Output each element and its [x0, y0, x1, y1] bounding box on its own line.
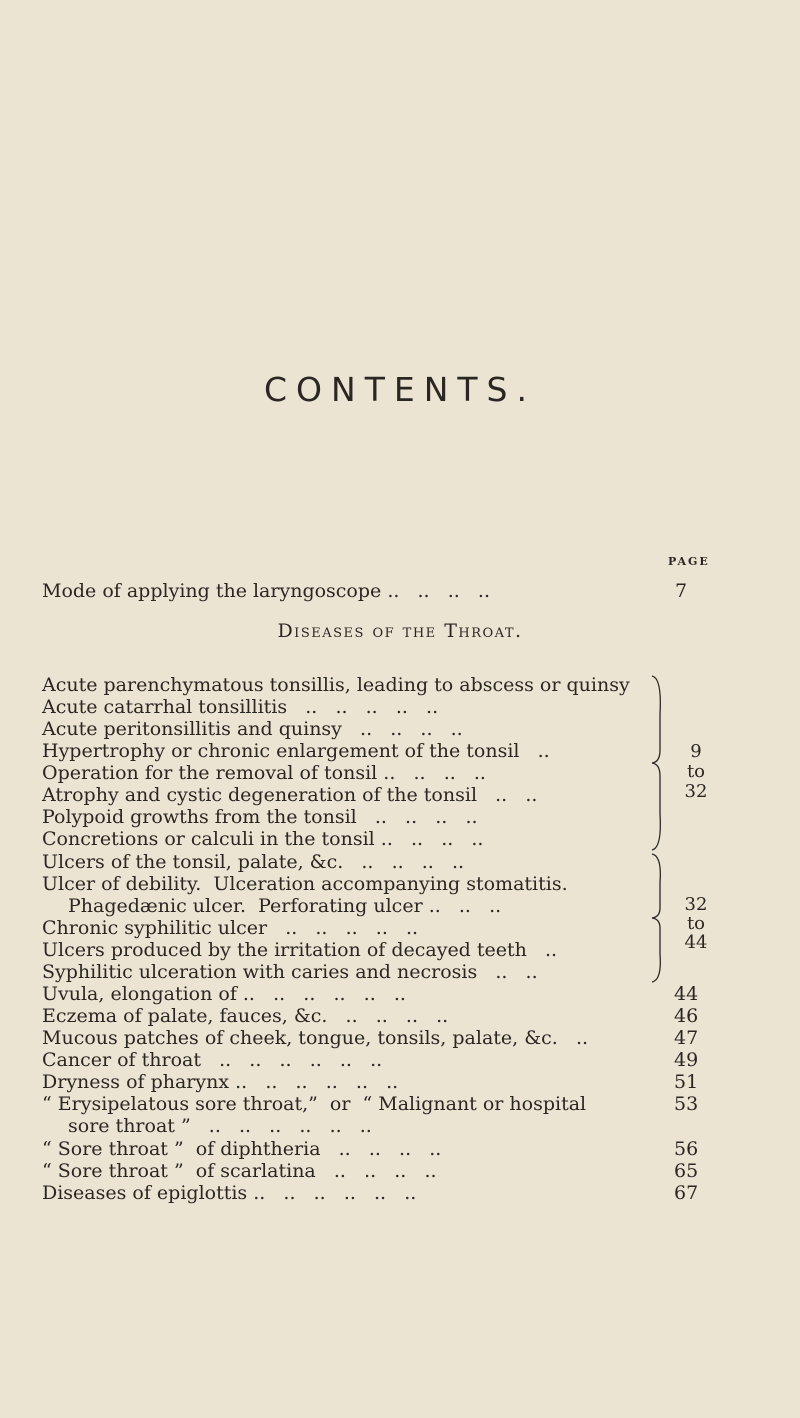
- list-item: Concretions or calculi in the tonsil .. .. .. ..: [42, 828, 484, 850]
- list-item: “ Erysipelatous sore throat,” or “ Malignant or hospital: [42, 1093, 587, 1115]
- entry-page: 51: [674, 1071, 699, 1093]
- list-item: Acute catarrhal tonsillitis .. .. .. .. ..: [42, 696, 439, 718]
- list-item: “ Sore throat ” of scarlatina .. .. .. ..: [42, 1160, 437, 1182]
- list-item: Hypertrophy or chronic enlargement of the tonsil ..: [42, 740, 550, 762]
- list-item: Acute peritonsillitis and quinsy .. .. .. ..: [42, 718, 463, 740]
- entry-page: 44: [674, 983, 699, 1005]
- list-item: Polypoid growths from the tonsil .. .. .. ..: [42, 806, 478, 828]
- group2-range-start: 32: [684, 894, 708, 915]
- list-item: Phagedænic ulcer. Perforating ulcer .. .. ..: [68, 895, 502, 917]
- list-item: Operation for the removal of tonsil .. .. .. ..: [42, 762, 486, 784]
- entry-page: 56: [674, 1138, 699, 1160]
- intro-page: 7: [675, 580, 688, 602]
- group2-range-end: 44: [684, 932, 708, 953]
- group2-range-to: to: [686, 913, 706, 934]
- list-item: Atrophy and cystic degeneration of the tonsil .. ..: [42, 784, 538, 806]
- list-item: Dryness of pharynx .. .. .. .. .. ..: [42, 1071, 399, 1093]
- section-heading: Diseases of the Throat.: [277, 620, 523, 642]
- entry-page: 53: [674, 1093, 699, 1115]
- list-item: Syphilitic ulceration with caries and necrosis .. ..: [42, 961, 538, 983]
- list-item: Eczema of palate, fauces, &c. .. .. .. ..: [42, 1005, 449, 1027]
- entry-page: 65: [674, 1160, 699, 1182]
- list-item: Ulcers of the tonsil, palate, &c. .. .. .. ..: [42, 851, 465, 873]
- list-item: Diseases of epiglottis .. .. .. .. .. ..: [42, 1182, 417, 1204]
- group1-range-end: 32: [684, 781, 708, 802]
- list-item: “ Sore throat ” of diphtheria .. .. .. ..: [42, 1138, 442, 1160]
- entry-page: 49: [674, 1049, 699, 1071]
- list-item: Uvula, elongation of .. .. .. .. .. ..: [42, 983, 406, 1005]
- entry-page: 67: [674, 1182, 699, 1204]
- list-item: Mucous patches of cheek, tongue, tonsils, palate, &c. ..: [42, 1027, 589, 1049]
- list-item: Ulcers produced by the irritation of decayed teeth ..: [42, 939, 558, 961]
- group1-range-to: to: [686, 761, 706, 782]
- group2-brace: [650, 852, 664, 984]
- group1-range-start: 9: [690, 741, 702, 762]
- list-item: Chronic syphilitic ulcer .. .. .. .. ..: [42, 917, 419, 939]
- entry-page: 46: [674, 1005, 699, 1027]
- intro-entry: Mode of applying the laryngoscope .. .. .. ..: [42, 580, 490, 602]
- list-item: Ulcer of debility. Ulceration accompanying stomatitis.: [42, 873, 568, 895]
- group1-brace: [650, 674, 664, 852]
- page-column-label: PAGE: [668, 555, 710, 568]
- list-item: Cancer of throat .. .. .. .. .. ..: [42, 1049, 383, 1071]
- list-item: sore throat ” .. .. .. .. .. ..: [68, 1115, 372, 1137]
- list-item: Acute parenchymatous tonsillis, leading to abscess or quinsy: [42, 674, 630, 696]
- entry-page: 47: [674, 1027, 699, 1049]
- page-title: CONTENTS.: [264, 370, 536, 409]
